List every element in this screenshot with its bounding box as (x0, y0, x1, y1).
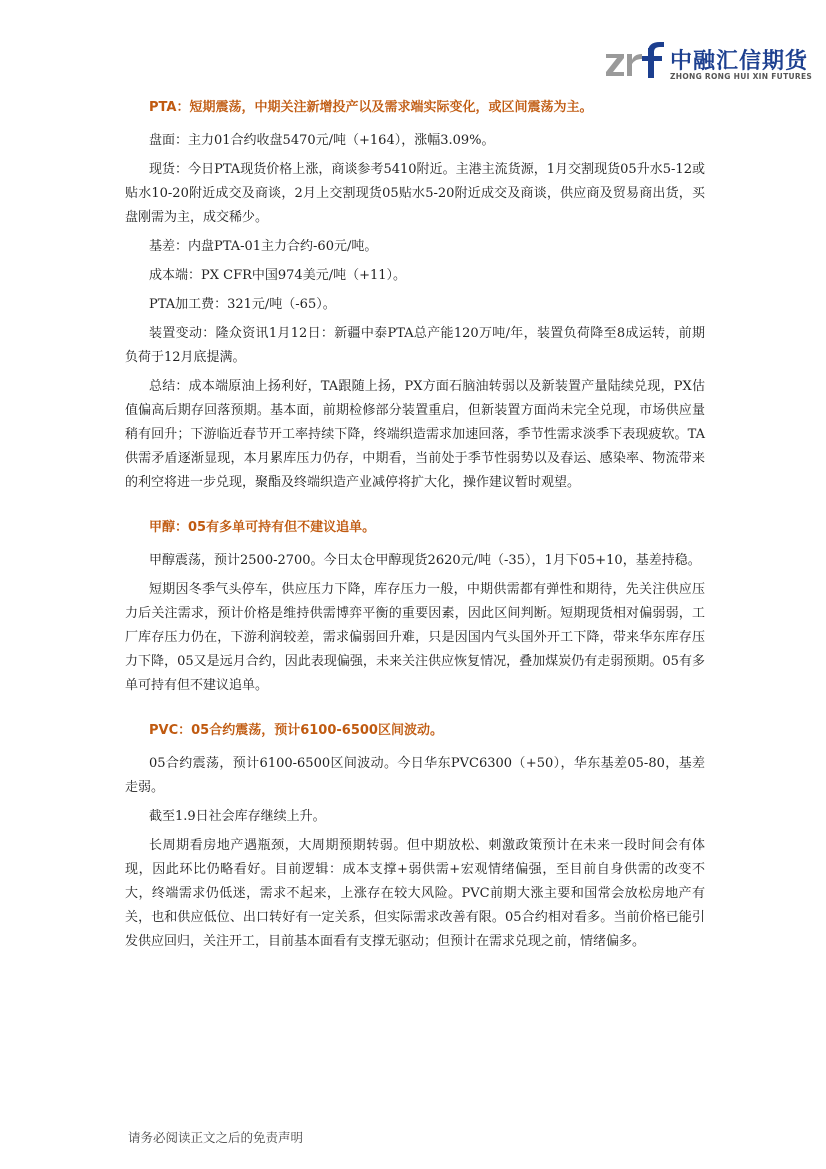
paragraph: 盘面：主力01合约收盘5470元/吨（+164），涨幅3.09%。 (149, 133, 495, 148)
report-body (125, 96, 705, 959)
company-logo (604, 40, 813, 86)
section-title-methanol: 甲醇：05有多单可持有但不建议追单。 (149, 520, 376, 535)
section-title-pvc: PVC：05合约震荡，预计6100-6500区间波动。 (149, 723, 443, 738)
footer-disclaimer: 请务必阅读正文之后的免责声明 (128, 1130, 304, 1145)
section-pvc (125, 719, 705, 954)
paragraph: 成本端：PX CFR中国974美元/吨（+11）。 (149, 268, 407, 283)
section-pta (125, 96, 705, 495)
paragraph: 装置变动：隆众资讯1月12日：新疆中泰PTA总产能120万吨/年，装置负荷降至8成运转，前期负荷于12月底提满。 (125, 326, 705, 365)
paragraph: 短期因冬季气头停车，供应压力下降，库存压力一般，中期供需都有弹性和期待，先关注供应压力后关注需求，预计价格是维持供需博弈平衡的重要因素，因此区间判断。短期现货相对偏弱弱，工厂库存压力仍在，下游利润较差，需求偏弱回升难，只是因国内气头国外开工下降，带来华东库存压力下降，05又是远月合约，因此表现偏强，未来关注供应恢复情况，叠加煤炭仍有走弱预期。05有多单可持有但不建议追单。 (125, 582, 705, 693)
paragraph: 截至1.9日社会库存继续上升。 (149, 809, 326, 824)
paragraph: 长周期看房地产遇瓶颈，大周期预期转弱。但中期放松、刺激政策预计在未来一段时间会有体现，因此环比仍略看好。目前逻辑：成本支撑+弱供需+宏观情绪偏强，至目前自身供需的改变不大，终端需求仍低迷，需求不起来，上涨存在较大风险。PVC前期大涨主要和国常会放松房地产有关，也和供应低位、出口转好有一定关系，但实际需求改善有限。05合约相对看多。当前价格已能引发供应回归，关注开工，目前基本面看有支撑无驱动；但预计在需求兑现之前，情绪偏多。 (125, 838, 705, 949)
section-methanol (125, 516, 705, 698)
section-spacer (125, 500, 705, 516)
section-title-pta: PTA：短期震荡，中期关注新增投产以及需求端实际变化，或区间震荡为主。 (149, 100, 593, 115)
paragraph: 现货：今日PTA现货价格上涨，商谈参考5410附近。主港主流货源，1月交割现货05升水5-12或贴水10-20附近成交及商谈，2月上交割现货05贴水5-20附近成交及商谈，供应商及贸易商出货，买盘刚需为主，成交稀少。 (125, 162, 705, 225)
paragraph: 总结：成本端原油上扬利好，TA跟随上扬，PX方面石脑油转弱以及新装置产量陆续兑现，PX估值偏高后期存回落预期。基本面，前期检修部分装置重启，但新装置方面尚未完全兑现，市场供应量稍有回升；下游临近春节开工率持续下降，终端织造需求加速回落，季节性需求淡季下表现疲软。TA供需矛盾逐渐显现，本月累库压力仍存，中期看，当前处于季节性弱势以及春运、感染率、物流带来的利空将进一步兑现，聚酯及终端织造产业减停将扩大化，操作建议暂时观望。 (125, 379, 705, 490)
logo-english-name: ZHONG RONG HUI XIN FUTURES (670, 72, 813, 81)
logo-chinese-name: 中融汇信期货 (670, 49, 809, 74)
paragraph: 甲醇震荡，预计2500-2700。今日太仓甲醇现货2620元/吨（-35），1月下05+10，基差持稳。 (149, 553, 701, 568)
section-spacer (125, 703, 705, 719)
paragraph: 05合约震荡，预计6100-6500区间波动。今日华东PVC6300（+50），华东基差05-80，基差走弱。 (125, 756, 705, 795)
zrhx-logo-mark-icon (604, 40, 668, 84)
paragraph: 基差：内盘PTA-01主力合约-60元/吨。 (149, 239, 378, 254)
paragraph: PTA加工费：321元/吨（-65）。 (149, 297, 336, 312)
